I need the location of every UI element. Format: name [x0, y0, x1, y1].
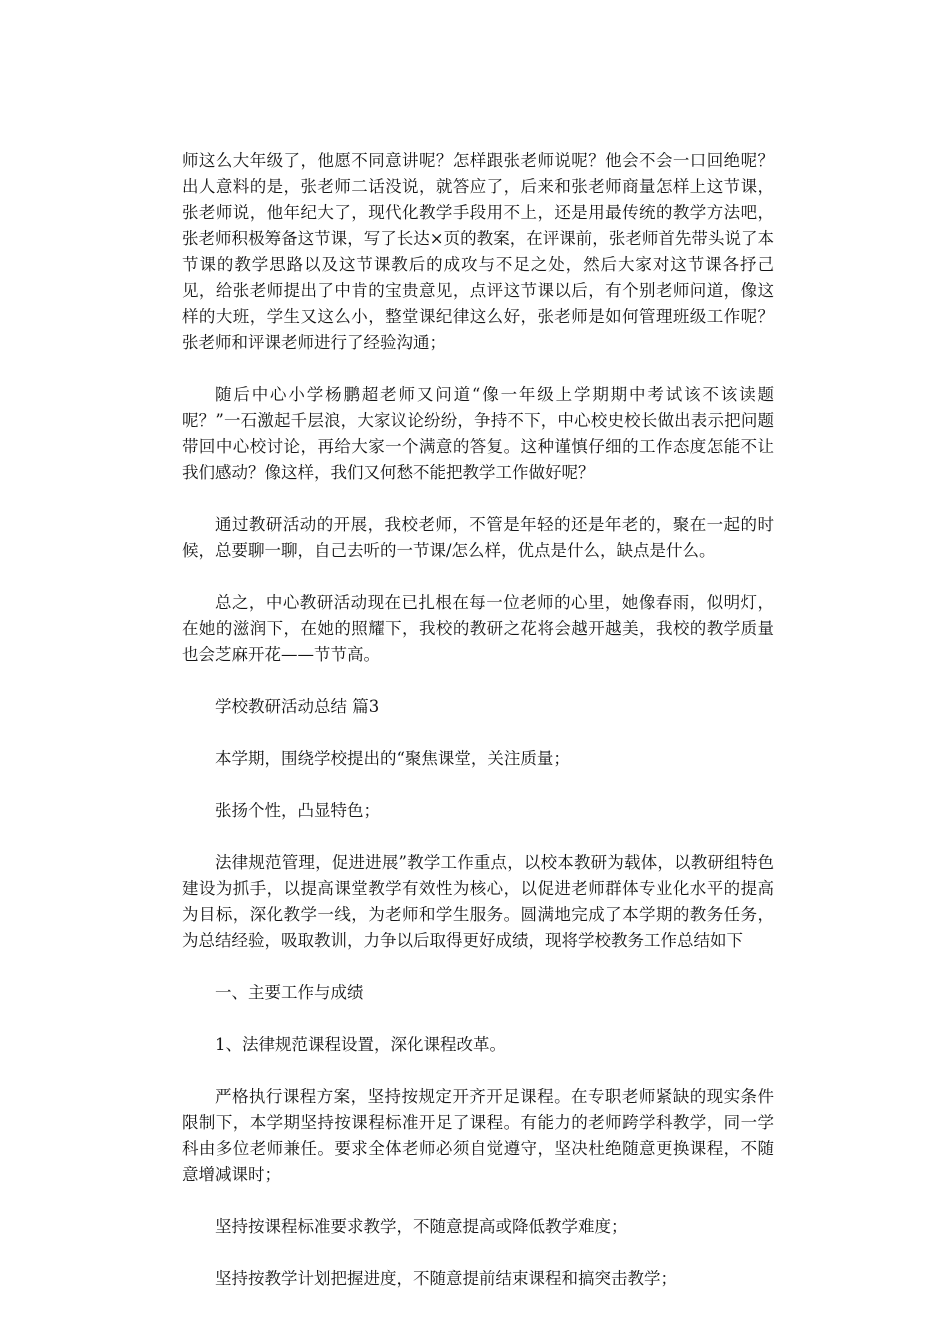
paragraph: 严格执行课程方案，坚持按规定开齐开足课程。在专职老师紧缺的现实条件限制下，本学期坚持按课程标准开足了课程。有能力的老师跨学科教学，同一学科由多位老师兼任。要求全体老师必须自觉遵守，坚决杜绝随意更换课程，不随意增减课时；	[182, 1087, 774, 1184]
paragraph: 通过教研活动的开展，我校老师，不管是年轻的还是年老的，聚在一起的时候，总要聊一聊，自己去听的一节课/怎么样，优点是什么，缺点是什么。	[182, 515, 774, 560]
paragraph: 法律规范管理，促进进展”教学工作重点，以校本教研为载体，以教研组特色建设为抓手，以提高课堂教学有效性为核心，以促进老师群体专业化水平的提高为目标，深化教学一线，为老师和学生服务。圆满地完成了本学期的教务任务，为总结经验，吸取教训，力争以后取得更好成绩，现将学校教务工作总结如下	[182, 853, 774, 950]
paragraph: 本学期，围绕学校提出的“聚焦课堂，关注质量；	[215, 749, 570, 768]
subsection-heading: 一、主要工作与成绩	[215, 983, 364, 1002]
document-page	[182, 148, 774, 1318]
section-heading: 学校教研活动总结 篇3	[215, 697, 380, 716]
paragraph: 坚持按课程标准要求教学，不随意提高或降低教学难度；	[215, 1217, 628, 1236]
paragraph: 总之，中心教研活动现在已扎根在每一位老师的心里，她像春雨，似明灯，在她的滋润下，在她的照耀下，我校的教研之花将会越开越美，我校的教学质量也会芝麻开花——节节高。	[182, 593, 774, 664]
paragraph: 师这么大年级了，他愿不同意讲呢？怎样跟张老师说呢？他会不会一口回绝呢？出人意料的是，张老师二话没说，就答应了，后来和张老师商量怎样上这节课，张老师说，他年纪大了，现代化教学手段用不上，还是用最传统的教学方法吧，张老师积极筹备这节课，写了长达×页的教案，在评课前，张老师首先带头说了本节课的教学思路以及这节课教后的成攻与不足之处，然后大家对这节课各抒己见，给张老师提出了中肯的宝贵意见，点评这节课以后，有个别老师问道，像这样的大班，学生又这么小，整堂课纪律这么好，张老师是如何管理班级工作呢？张老师和评课老师进行了经验沟通；	[182, 151, 774, 352]
list-item-heading: 1、法律规范课程设置，深化课程改革。	[215, 1035, 506, 1054]
paragraph: 坚持按教学计划把握进度，不随意提前结束课程和搞突击教学；	[215, 1269, 677, 1288]
paragraph: 张扬个性，凸显特色；	[215, 801, 380, 820]
paragraph: 随后中心小学杨鹏超老师又问道“像一年级上学期期中考试该不该读题呢？”一石激起千层浪，大家议论纷纷，争持不下，中心校史校长做出表示把问题带回中心校讨论，再给大家一个满意的答复。这种谨慎仔细的工作态度怎能不让我们感动？像这样，我们又何愁不能把教学工作做好呢？	[182, 385, 774, 482]
